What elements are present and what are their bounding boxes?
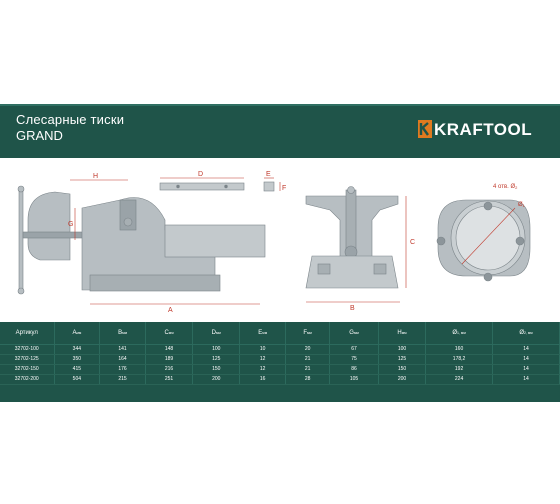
value-cell: 86 bbox=[330, 364, 379, 374]
table-header-cell bbox=[286, 322, 330, 344]
value-cell: 251 bbox=[145, 374, 192, 384]
product-subtitle: GRAND bbox=[16, 128, 63, 143]
table-header-cell bbox=[193, 322, 240, 344]
value-cell: 14 bbox=[493, 344, 560, 354]
value-cell: 160 bbox=[426, 344, 493, 354]
value-cell: 200 bbox=[378, 374, 425, 384]
dim-label-h: H bbox=[93, 173, 99, 180]
value-cell: 16 bbox=[240, 374, 286, 384]
header-label: Артикул bbox=[15, 329, 38, 336]
value-cell: 100 bbox=[193, 344, 240, 354]
article-cell: 32702-150 bbox=[0, 364, 54, 374]
article-cell: 32702-200 bbox=[0, 374, 54, 384]
jaw-plate bbox=[160, 183, 244, 190]
technical-drawing bbox=[0, 160, 560, 320]
value-cell: 150 bbox=[378, 364, 425, 374]
value-cell: 75 bbox=[330, 354, 379, 364]
dim-label-f: F bbox=[282, 185, 287, 192]
table-header-cell bbox=[145, 322, 192, 344]
header-unit: мм bbox=[168, 330, 174, 335]
value-cell: 415 bbox=[54, 364, 100, 374]
header-label: B bbox=[118, 329, 123, 336]
header-unit: 2, мм bbox=[523, 330, 533, 335]
brand-name: KRAFTOOL bbox=[434, 120, 533, 139]
dim-label-c: C bbox=[410, 239, 416, 246]
product-title: Слесарные тиски bbox=[16, 112, 125, 127]
header-unit: мм bbox=[262, 330, 268, 335]
table-header-cell bbox=[100, 322, 146, 344]
table-header-cell bbox=[54, 322, 100, 344]
header-label: G bbox=[349, 329, 354, 336]
table-header-cell bbox=[330, 322, 379, 344]
header-label: C bbox=[164, 329, 169, 336]
value-cell: 10 bbox=[240, 344, 286, 354]
brand-logo bbox=[418, 120, 540, 140]
dim-label-d: D bbox=[198, 171, 204, 178]
dim-label-a: A bbox=[168, 307, 173, 314]
value-cell: 344 bbox=[54, 344, 100, 354]
table-row bbox=[0, 374, 560, 384]
header-unit: мм bbox=[353, 330, 359, 335]
dim-label-g: G bbox=[68, 221, 74, 228]
header-unit: мм bbox=[216, 330, 221, 335]
value-cell: 12 bbox=[240, 364, 286, 374]
value-cell: 21 bbox=[286, 354, 330, 364]
value-cell: 67 bbox=[330, 344, 379, 354]
value-cell: 504 bbox=[54, 374, 100, 384]
value-cell: 125 bbox=[378, 354, 425, 364]
value-cell: 192 bbox=[426, 364, 493, 374]
front-view bbox=[306, 187, 398, 289]
dim-label-b: B bbox=[350, 305, 355, 312]
value-cell: 14 bbox=[493, 364, 560, 374]
header-label: Ø bbox=[452, 329, 458, 336]
value-cell: 14 bbox=[493, 374, 560, 384]
kraftool-mark-icon bbox=[418, 120, 432, 138]
jaw-block-e bbox=[264, 182, 274, 191]
value-cell: 215 bbox=[100, 374, 146, 384]
table-row bbox=[0, 364, 560, 374]
side-view bbox=[18, 186, 265, 294]
header-label: Ø bbox=[519, 329, 524, 336]
dim-label-holes bbox=[493, 184, 518, 190]
value-cell: 105 bbox=[330, 374, 379, 384]
value-cell: 12 bbox=[240, 354, 286, 364]
header-label: F bbox=[303, 329, 308, 336]
header-label: H bbox=[397, 329, 402, 336]
table-header-cell bbox=[240, 322, 286, 344]
value-cell: 150 bbox=[193, 364, 240, 374]
header-label: D bbox=[211, 329, 216, 336]
value-cell: 14 bbox=[493, 354, 560, 364]
base-top-view bbox=[437, 200, 530, 281]
article-cell: 32702-100 bbox=[0, 344, 54, 354]
value-cell: 20 bbox=[286, 344, 330, 354]
table-header-cell bbox=[493, 322, 560, 344]
value-cell: 350 bbox=[54, 354, 100, 364]
value-cell: 164 bbox=[100, 354, 146, 364]
value-cell: 216 bbox=[145, 364, 192, 374]
value-cell: 189 bbox=[145, 354, 192, 364]
value-cell: 200 bbox=[193, 374, 240, 384]
value-cell: 148 bbox=[145, 344, 192, 354]
value-cell: 141 bbox=[100, 344, 146, 354]
value-cell: 176 bbox=[100, 364, 146, 374]
phi1-text: Ø bbox=[518, 202, 523, 208]
header-unit: 1, мм bbox=[457, 330, 466, 335]
dim-label-phi1 bbox=[518, 202, 526, 208]
table-row bbox=[0, 354, 560, 364]
header-unit: мм bbox=[307, 330, 312, 335]
table-header-cell bbox=[426, 322, 493, 344]
value-cell: 224 bbox=[426, 374, 493, 384]
header-unit: мм bbox=[122, 330, 127, 335]
article-cell: 32702-125 bbox=[0, 354, 54, 364]
header-stripe bbox=[0, 104, 560, 106]
value-cell: 21 bbox=[286, 364, 330, 374]
specs-table-panel bbox=[0, 322, 560, 402]
table-row bbox=[0, 344, 560, 354]
table-header-row bbox=[0, 322, 560, 344]
header-unit: мм bbox=[76, 330, 82, 335]
value-cell: 178,2 bbox=[426, 354, 493, 364]
specs-table bbox=[0, 322, 560, 385]
holes-sub: 2 bbox=[515, 185, 518, 190]
header-unit: мм bbox=[401, 330, 407, 335]
value-cell: 100 bbox=[378, 344, 425, 354]
table-header-cell bbox=[0, 322, 54, 344]
value-cell: 125 bbox=[193, 354, 240, 364]
holes-text: 4 отв. Ø bbox=[493, 184, 516, 190]
header-label: E bbox=[258, 329, 263, 336]
header-label: A bbox=[72, 329, 77, 336]
table-header-cell bbox=[378, 322, 425, 344]
phi1-sub: 1 bbox=[522, 203, 525, 208]
value-cell: 28 bbox=[286, 374, 330, 384]
dim-label-e: E bbox=[266, 171, 271, 178]
